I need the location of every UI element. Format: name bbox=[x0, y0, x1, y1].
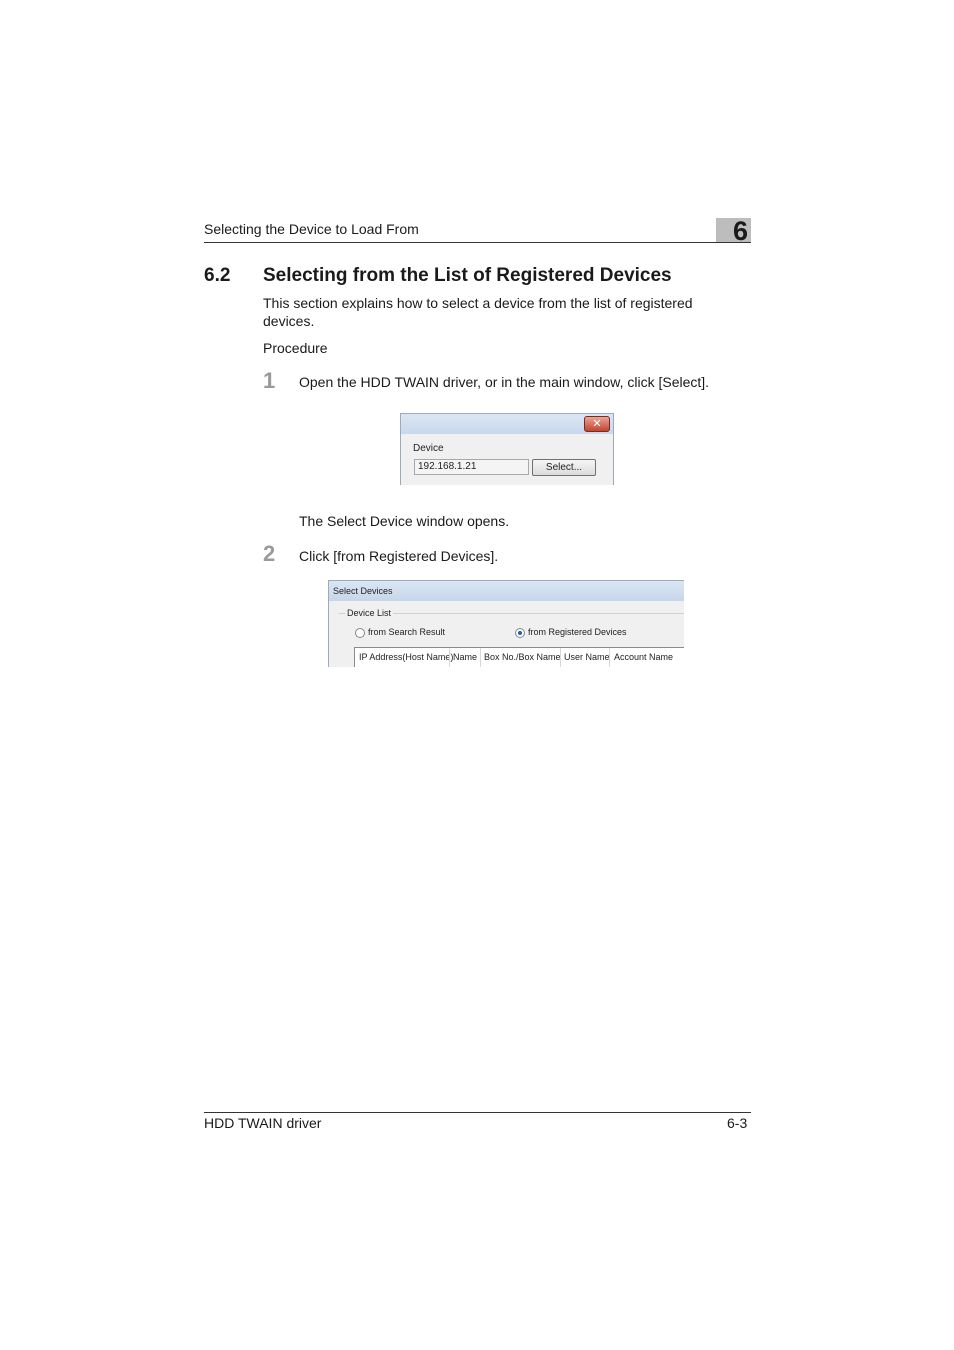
column-name[interactable]: Name bbox=[453, 652, 478, 662]
select-button[interactable]: Select... bbox=[532, 459, 596, 476]
device-list-group-label: Device List bbox=[347, 608, 392, 618]
select-devices-screenshot bbox=[328, 580, 684, 667]
footer-product-name: HDD TWAIN driver bbox=[204, 1115, 322, 1131]
intro-paragraph: This section explains how to select a device from the list of registered devices. bbox=[263, 295, 693, 329]
radio-from-registered-devices-label[interactable]: from Registered Devices bbox=[528, 627, 627, 637]
step-1-result: The Select Device window opens. bbox=[299, 513, 510, 529]
column-account-name[interactable]: Account Name bbox=[614, 652, 674, 662]
section-number: 6.2 bbox=[204, 265, 231, 286]
radio-from-registered-devices[interactable] bbox=[515, 628, 525, 638]
step-1-number: 1 bbox=[263, 368, 276, 393]
device-dialog-screenshot bbox=[400, 413, 614, 485]
step-2-text: Click [from Registered Devices]. bbox=[299, 548, 499, 564]
procedure-label: Procedure bbox=[263, 340, 328, 356]
step-1-text: Open the HDD TWAIN driver, or in the main window, click [Select]. bbox=[299, 374, 710, 390]
column-separator bbox=[449, 648, 450, 667]
column-separator bbox=[560, 648, 561, 667]
footer-rule bbox=[204, 1112, 751, 1113]
running-header: Selecting the Device to Load From bbox=[204, 221, 419, 237]
column-separator bbox=[609, 648, 610, 667]
section-title: Selecting from the List of Registered Devices bbox=[263, 265, 672, 286]
column-ip-address[interactable]: IP Address(Host Name) bbox=[359, 652, 454, 662]
dialog-title: Select Devices bbox=[333, 586, 393, 596]
column-box-no[interactable]: Box No./Box Name bbox=[484, 652, 561, 662]
device-ip-field[interactable]: 192.168.1.21 bbox=[414, 459, 529, 475]
dialog-titlebar bbox=[401, 414, 613, 434]
header-rule bbox=[204, 242, 751, 243]
column-user-name[interactable]: User Name bbox=[564, 652, 610, 662]
radio-from-search-result-label[interactable]: from Search Result bbox=[368, 627, 446, 637]
close-icon[interactable]: ✕ bbox=[584, 416, 610, 432]
step-2-number: 2 bbox=[263, 541, 276, 566]
device-label: Device bbox=[413, 443, 444, 454]
chapter-number: 6 bbox=[733, 216, 749, 246]
column-separator bbox=[480, 648, 481, 667]
page-number: 6-3 bbox=[727, 1115, 748, 1131]
radio-from-search-result[interactable] bbox=[355, 628, 365, 638]
